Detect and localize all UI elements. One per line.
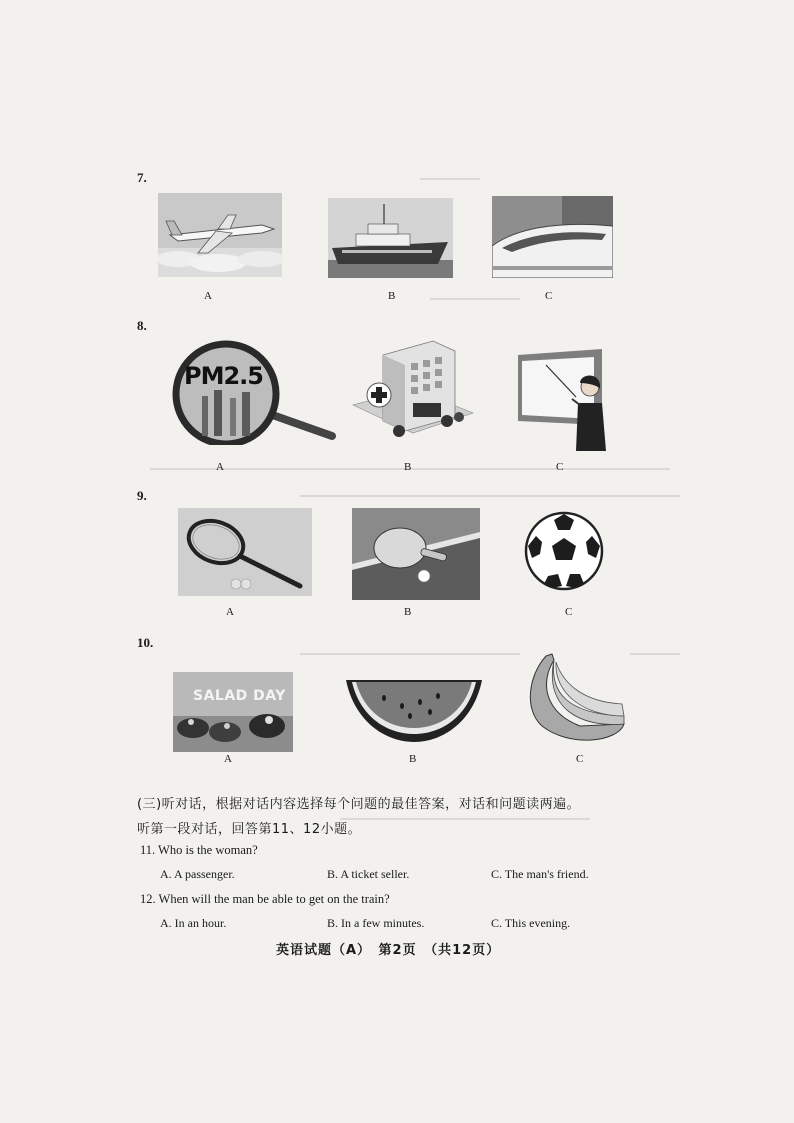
airplane-image xyxy=(158,193,282,277)
teacher-at-board-image xyxy=(506,345,612,451)
pm25-label: PM2.5 xyxy=(184,362,263,390)
option-letter: A xyxy=(204,290,212,302)
option-letter: C xyxy=(565,606,573,618)
bleed-through-mark xyxy=(300,495,680,497)
section-heading: (三)听对话，根据对话内容选择每个问题的最佳答案，对话和问题读两遍。 xyxy=(137,797,581,812)
page-footer: 英语试题（A） 第2页 （共12页） xyxy=(276,943,501,958)
option-letter: B xyxy=(409,753,417,765)
salad-image xyxy=(173,672,293,752)
tennis-racket-image xyxy=(178,508,312,596)
option-letter: B xyxy=(388,290,396,302)
option-letter: B xyxy=(404,606,412,618)
bleed-through-mark xyxy=(340,818,590,820)
option-b: B. In a few minutes. xyxy=(327,916,425,930)
option-a: A. In an hour. xyxy=(160,916,227,930)
watermelon-image xyxy=(344,676,484,746)
option-c: C. This evening. xyxy=(491,916,571,930)
option-letter: C xyxy=(576,753,584,765)
ping-pong-image xyxy=(352,508,480,600)
option-letter: C xyxy=(545,290,553,302)
pm25-magnifier-image xyxy=(168,340,338,445)
option-c: C. The man's friend. xyxy=(491,867,589,881)
hospital-image xyxy=(343,333,483,445)
question-11: 11. Who is the woman? xyxy=(140,843,258,857)
high-speed-train-image xyxy=(492,196,613,278)
ship-image xyxy=(328,198,453,278)
option-letter: A xyxy=(216,461,224,473)
question-number: 7. xyxy=(137,170,147,185)
bleed-through-mark xyxy=(430,298,520,300)
bleed-through-mark xyxy=(420,178,480,180)
option-letter: B xyxy=(404,461,412,473)
question-number: 8. xyxy=(137,318,147,333)
bananas-image xyxy=(520,652,630,746)
section-instruction: 听第一段对话，回答第11、12小题。 xyxy=(137,822,362,837)
option-letter: C xyxy=(556,461,564,473)
question-12: 12. When will the man be able to get on the train? xyxy=(140,892,390,906)
salad-day-label: SALAD DAY xyxy=(193,688,286,704)
option-b: B. A ticket seller. xyxy=(327,867,410,881)
question-number: 9. xyxy=(137,488,147,503)
question-number: 10. xyxy=(137,635,154,650)
option-letter: A xyxy=(226,606,234,618)
soccer-ball-image xyxy=(522,510,606,592)
option-a: A. A passenger. xyxy=(160,867,235,881)
option-letter: A xyxy=(224,753,232,765)
